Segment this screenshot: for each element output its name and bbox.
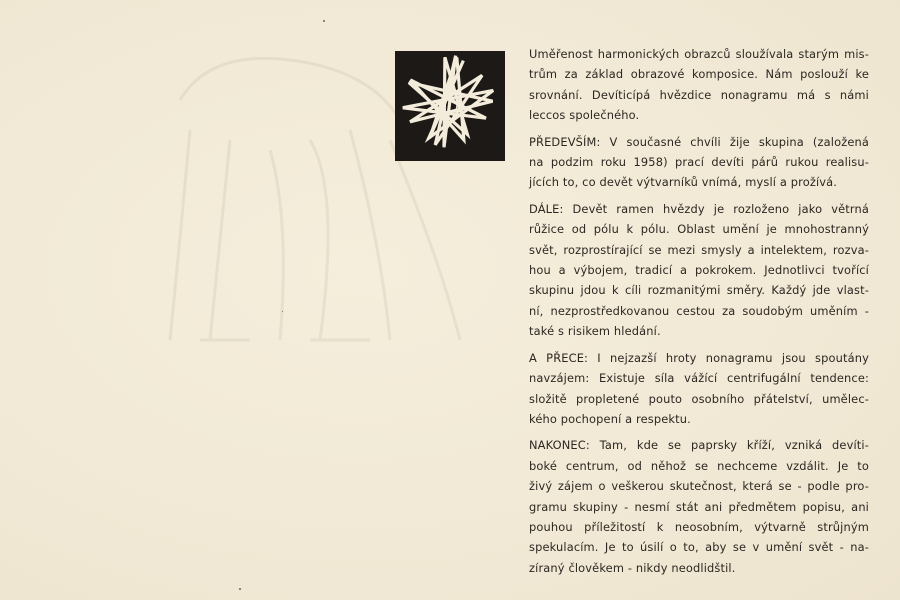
text-line: gramu skupiny - nesmí stát ani předmětem popisu, ani — [529, 499, 869, 514]
text-line: Uměřenost harmonických obrazců sloužívala starým mis- — [529, 47, 869, 61]
text-line: ní, nezprostředkovanou cestou za soudobým uměním - — [529, 303, 869, 318]
text-line: svět, rozprostírající se mezi smysly a intelektem, rozva- — [529, 242, 869, 257]
paragraph-nakonec — [529, 435, 869, 578]
text-line: zíraný člověkem - nikdy neodlidštil. — [529, 560, 736, 575]
text-line: růžice od pólu k pólu. Oblast umění je mnohostranný — [529, 222, 869, 237]
text-line: PŘEDEVŠÍM: V současné chvíli žije skupina (založená — [529, 134, 869, 149]
text-line: DÁLE: Devět ramen hvězdy je rozloženo jako větrná — [529, 201, 869, 216]
nonagram-emblem — [395, 51, 505, 161]
paper-speck — [282, 311, 283, 312]
paper-speck — [239, 588, 241, 590]
text-line: na podzim roku 1958) prací devíti párů rukou realisu- — [529, 155, 869, 170]
text-line: spekulacím. Je to úsilí o to, aby se v umění svět - na- — [529, 540, 869, 555]
text-line: také s risikem hledání. — [529, 324, 661, 339]
text-line: NAKONEC: Tam, kde se paprsky kříží, vzniká devíti- — [529, 438, 869, 453]
paragraph-intro — [529, 44, 869, 126]
text-line: pouhou příležitostí k neosobním, výtvarně strůjným — [529, 519, 869, 534]
manifesto-text-column — [529, 44, 869, 584]
paragraph-a-prece — [529, 348, 869, 430]
text-line: hou a výbojem, tradicí a pokrokem. Jednotlivci tvořící — [529, 263, 869, 278]
text-line: složitě propletené pouto osobního přátelství, umělec- — [529, 391, 869, 406]
text-line: trům za základ obrazové komposice. Nám poslouží ke — [529, 67, 869, 82]
nonagram-star-icon — [395, 51, 505, 161]
paper-speck — [323, 20, 325, 22]
paragraph-dale — [529, 199, 869, 342]
text-line: A PŘECE: I nejzazší hroty nonagramu jsou spoutány — [529, 350, 869, 365]
text-line: boké centrum, od něhož se nechceme vzdálit. Je to — [529, 458, 869, 473]
text-line: srovnání. Devíticípá hvězdice nonagramu má s námi — [529, 87, 869, 102]
text-line: kého pochopení a respektu. — [529, 411, 691, 426]
paragraph-predevsim — [529, 132, 869, 193]
text-line: skupinu jdou k cíli rozmanitými směry. Každý jde vlast- — [529, 283, 869, 298]
text-line: navzájem: Existuje síla vážící centrifugální tendence: — [529, 371, 869, 386]
text-line: živý zájem o veškerou skutečnost, která se - podle pro- — [529, 479, 869, 494]
text-line: leccos společného. — [529, 108, 640, 123]
text-line: jících to, co devět výtvarníků vnímá, myslí a prožívá. — [529, 175, 838, 190]
